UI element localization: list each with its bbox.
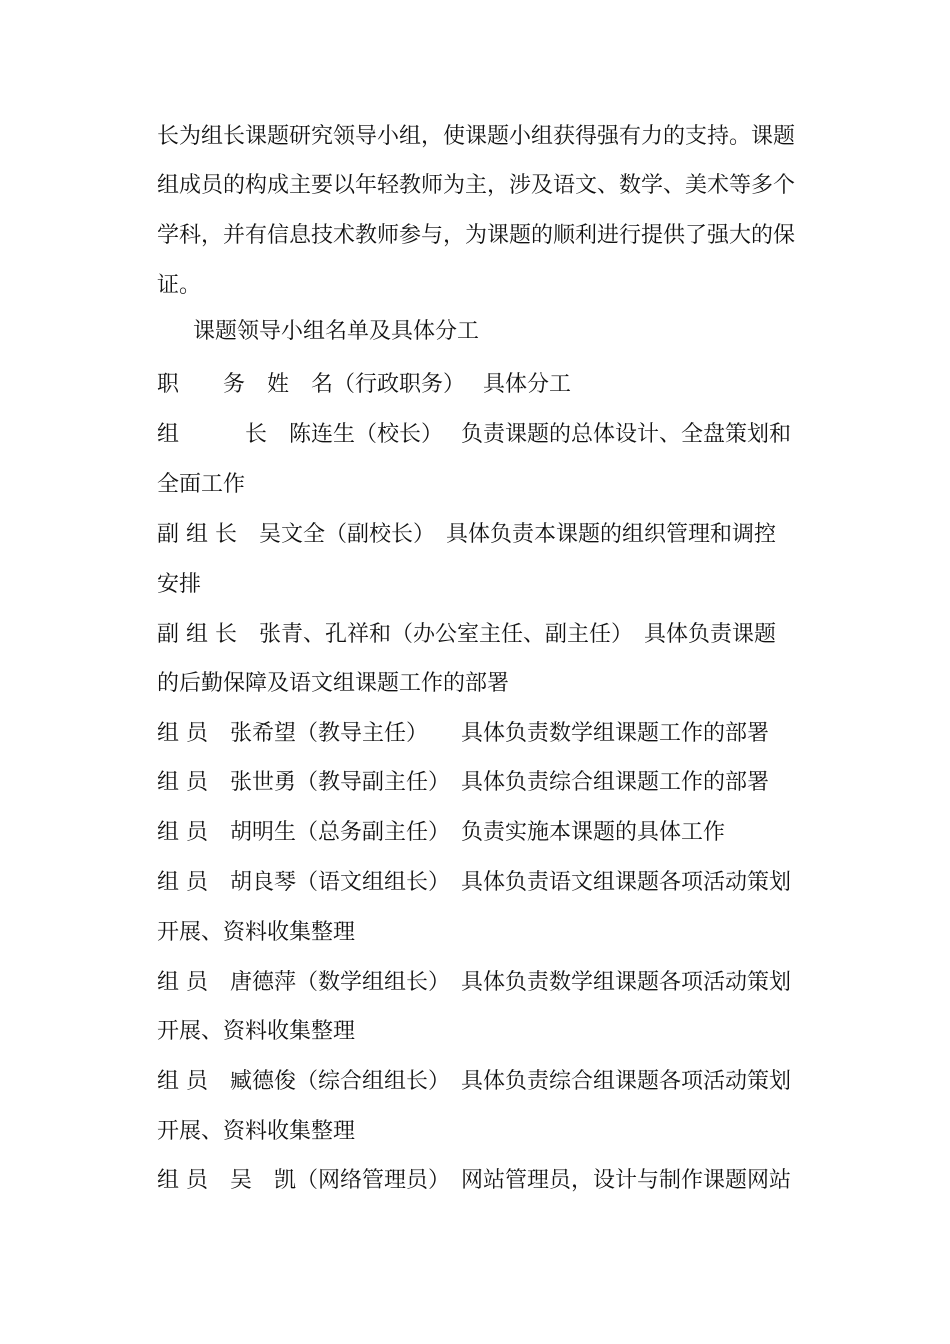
list-header: 职 务 姓 名（行政职务） 具体分工 [157, 372, 571, 397]
paragraph-line: 组成员的构成主要以年轻教师为主，涉及语文、数学、美术等多个 [157, 173, 796, 198]
list-line: 的后勤保障及语文组课题工作的部署 [157, 671, 510, 696]
paragraph-line: 长为组长课题研究领导小组，使课题小组获得强有力的支持。课题 [157, 124, 796, 149]
paragraph-line: 证。 [157, 273, 202, 298]
list-line: 安排 [157, 572, 202, 597]
list-line: 开展、资料收集整理 [157, 1119, 356, 1144]
list-line: 组 员 胡良琴（语文组组长） 具体负责语文组课题各项活动策划 [157, 870, 791, 895]
list-line: 开展、资料收集整理 [157, 1019, 356, 1044]
list-line: 组 员 吴 凯（网络管理员） 网站管理员，设计与制作课题网站 [157, 1168, 791, 1193]
list-line: 组 员 胡明生（总务副主任） 负责实施本课题的具体工作 [157, 820, 725, 845]
section-title: 课题领导小组名单及具体分工 [193, 319, 480, 344]
list-line: 组 员 张世勇（教导副主任） 具体负责综合组课题工作的部署 [157, 770, 769, 795]
list-line: 副 组 长 吴文全（副校长） 具体负责本课题的组织管理和调控 [157, 522, 776, 547]
paragraph-line: 学科，并有信息技术教师参与，为课题的顺利进行提供了强大的保 [157, 223, 796, 248]
list-line: 全面工作 [157, 472, 246, 497]
list-line: 开展、资料收集整理 [157, 920, 356, 945]
list-line: 组 员 唐德萍（数学组组长） 具体负责数学组课题各项活动策划 [157, 970, 791, 995]
list-line: 组 长 陈连生（校长） 负责课题的总体设计、全盘策划和 [157, 422, 791, 447]
list-line: 组 员 张希望（教导主任） 具体负责数学组课题工作的部署 [157, 721, 769, 746]
list-line: 副 组 长 张青、孔祥和（办公室主任、副主任） 具体负责课题 [157, 622, 776, 647]
list-line: 组 员 臧德俊（综合组组长） 具体负责综合组课题各项活动策划 [157, 1069, 791, 1094]
